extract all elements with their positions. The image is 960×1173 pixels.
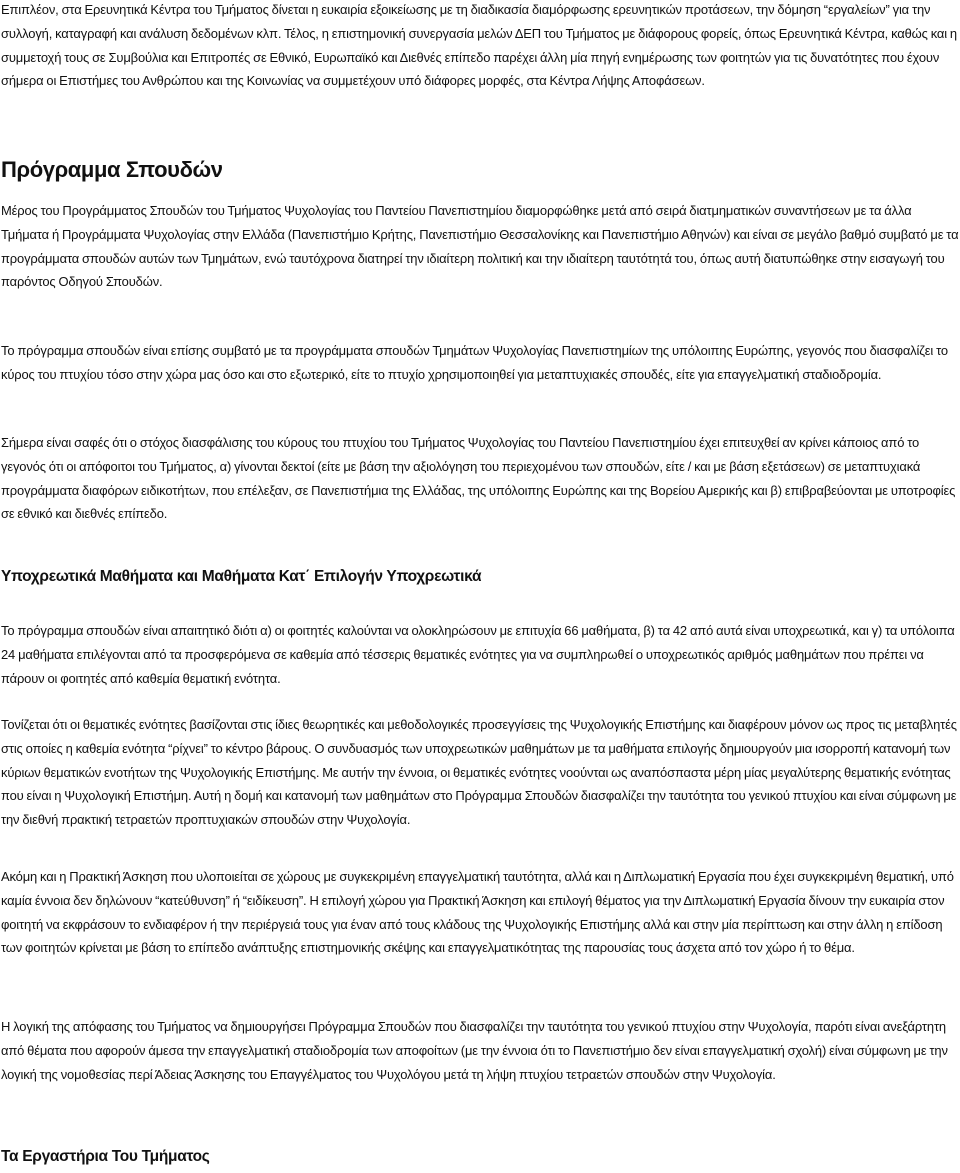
section-heading-program: Πρόγραμμα Σπουδών	[1, 157, 223, 182]
courses-paragraph-2: Τονίζεται ότι οι θεματικές ενότητες βασίζονται στις ίδιες θεωρητικές και μεθοδολογικές προσεγγίσεις της Ψυχολογικής Επιστήμης και διαφέρουν μόνον ως προς τις μεταβλητές στις οποίες η καθεμία ενότητα “ρίχνει” το κέντρο βάρους. Ο συνδυασμός των υποχρεωτικών μαθημάτων με τα μαθήματα επιλογής δημιουργούν μια ισορροπή κατανομή των κύριων θεματικών ενοτήτων της Ψυχολογικής Επιστήμης. Με αυτήν την έννοια, οι θεματικές ενότητες νοούνται ως αναπόσπαστα μέρη μίας μεγαλύτερης θεματικής ενότητας που είναι η Ψυχολογική Επιστήμη. Αυτή η δομή και κατανομή των μαθημάτων στο Πρόγραμμα Σπουδών διασφαλίζει την ταυτότητα του γενικού πτυχίου και είναι σύμφωνη με την διεθνή πρακτική τετραετών προπτυχιακών σπουδών στην Ψυχολογία.	[0, 717, 957, 828]
courses-paragraph-3: Ακόμη και η Πρακτική Άσκηση που υλοποιείται σε χώρους με συγκεκριμένη επαγγελματική ταυτότητα, αλλά και η Διπλωματική Εργασία που έχει συγκεκριμένη θεματική, υπό καμία έννοια δεν δηλώνουν “κατεύθυνση” ή “ειδίκευση”. Η επιλογή χώρου για Πρακτική Άσκηση και επιλογή θέματος για την Διπλωματική Εργασία δίνουν την ευκαιρία στον φοιτητή να εκφράσουν το ενδιαφέρον ή την περιέργειά τους για έναν από τους κλάδους της Ψυχολογικής Επιστήμης αλλά και στην μία περίπτωση και στην άλλη η επίδοση των φοιτητών κρίνεται με βάση το επίπεδο ανάπτυξης επιστημονικής σκέψης και επαγγελματικότητας της παρουσίας τους άσχετα από τον χώρο ή το θέμα.	[0, 869, 954, 956]
section-heading-courses: Υποχρεωτικά Μαθήματα και Μαθήματα Κατ΄ Επιλογήν Υποχρεωτικά	[1, 568, 482, 585]
program-paragraph-3: Σήμερα είναι σαφές ότι ο στόχος διασφάλισης του κύρους του πτυχίου του Τμήματος Ψυχολογίας του Παντείου Πανεπιστημίου έχει επιτευχθεί αν κρίνει κάποιος από το γεγονός ότι οι απόφοιτοι του Τμήματος, α) γίνονται δεκτοί (είτε με βάση την αξιολόγηση του περιεχομένου των σπουδών, είτε / και με βάση εξετάσεων) σε μεταπτυχιακά προγράμματα διαφόρων ειδικοτήτων, που επέλεξαν, σε Πανεπιστήμια της Ελλάδας, της υπόλοιπης Ευρώπης και της Βορείου Αμερικής και β) επιβραβεύονται με υποτροφίες σε εθνικό και διεθνές επίπεδο.	[0, 435, 956, 522]
section-heading-labs: Τα Εργαστήρια Του Τμήματος	[1, 1148, 210, 1165]
program-paragraph-1: Μέρος του Προγράμματος Σπουδών του Τμήματος Ψυχολογίας του Παντείου Πανεπιστημίου διαμορφώθηκε μετά από σειρά διατμηματικών συναντήσεων με τα άλλα Τμήματα ή Προγράμματα Ψυχολογίας στην Ελλάδα (Πανεπιστήμιο Κρήτης, Πανεπιστήμιο Θεσσαλονίκης και Πανεπιστήμιο Αθηνών) και είναι σε μεγάλο βαθμό συμβατό με τα προγράμματα σπουδών αυτών των Τμημάτων, ενώ ταυτόχρονα διατηρεί την ιδιαίτερη πολιτική και την ιδιαίτερη ταυτότητά του, όπως αυτή διατυπώθηκε στην εισαγωγή του παρόντος Οδηγού Σπουδών.	[0, 203, 959, 290]
intro-paragraph: Επιπλέον, στα Ερευνητικά Κέντρα του Τμήματος δίνεται η ευκαιρία εξοικείωσης με τη διαδικασία διαμόρφωσης ερευνητικών προτάσεων, την δόμηση “εργαλείων” για την συλλογή, καταγραφή και ανάλυση δεδομένων κλπ. Τέλος, η επιστημονική συνεργασία μελών ΔΕΠ του Τμήματος με διάφορους φορείς, όπως Ερευνητικά Κέντρα, καθώς και η συμμετοχή τους σε Συμβούλια και Επιτροπές σε Εθνικό, Ευρωπαϊκό και Διεθνές επίπεδο παρέχει άλλη μία πηγή ενημέρωσης των φοιτητών για τις δυνατότητες που έχουν σήμερα οι Επιστήμες του Ανθρώπου και της Κοινωνίας να συμμετέχουν υπό διάφορες μορφές, στα Κέντρα Λήψης Αποφάσεων.	[0, 2, 957, 89]
courses-paragraph-4: Η λογική της απόφασης του Τμήματος να δημιουργήσει Πρόγραμμα Σπουδών που διασφαλίζει την ταυτότητα του γενικού πτυχίου στην Ψυχολογία, παρότι είναι ανεξάρτητη από θέματα που αφορούν άμεσα την επαγγελματική σταδιοδρομία των αποφοίτων (με την έννοια ότι το Πανεπιστήμιο δεν είναι επαγγελματική σχολή) είναι σύμφωνη με την λογική της νομοθεσίας περί Άδειας Άσκησης του Επαγγέλματος του Ψυχολόγου μετά τη λήψη πτυχίου τετραετών σπουδών στην Ψυχολογία.	[0, 1019, 948, 1082]
program-paragraph-2: Το πρόγραμμα σπουδών είναι επίσης συμβατό με τα προγράμματα σπουδών Τμημάτων Ψυχολογίας Πανεπιστημίων της υπόλοιπης Ευρώπης, γεγονός που διασφαλίζει το κύρος του πτυχίου τόσο στην χώρα μας όσο και στο εξωτερικό, είτε το πτυχίο χρησιμοποιηθεί για μεταπτυχιακές σπουδές, είτε για επαγγελματική σταδιοδρομία.	[0, 343, 948, 382]
courses-paragraph-1: Το πρόγραμμα σπουδών είναι απαιτητικό διότι α) οι φοιτητές καλούνται να ολοκληρώσουν με επιτυχία 66 μαθήματα, β) τα 42 από αυτά είναι υποχρεωτικά, και γ) τα υπόλοιπα 24 μαθήματα επιλέγονται από τα προσφερόμενα σε καθεμία από τέσσερις θεματικές ενότητες για να συμπληρωθεί ο υποχρεωτικός αριθμός μαθημάτων που πρέπει να πάρουν οι φοιτητές από καθεμία θεματική ενότητα.	[0, 623, 955, 686]
